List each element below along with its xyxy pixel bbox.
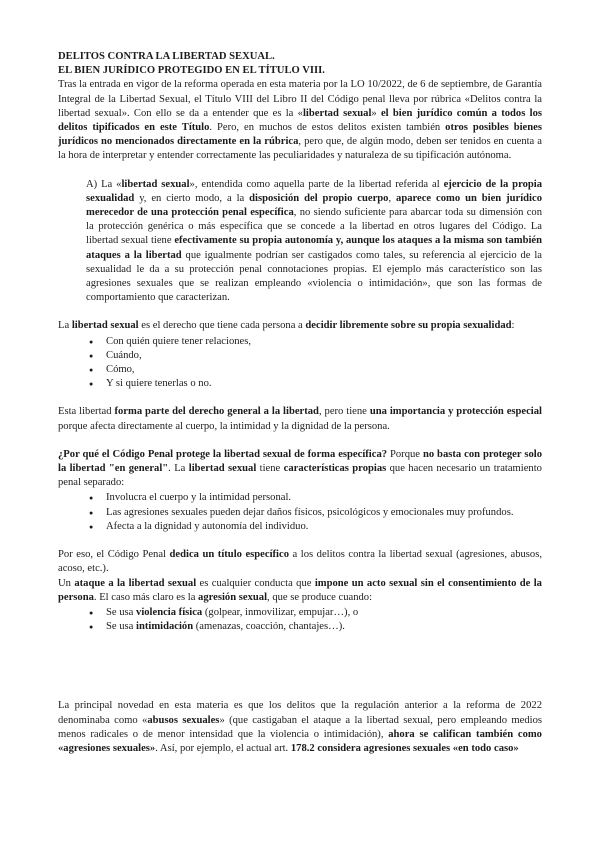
list-item: ● Cómo, bbox=[89, 363, 542, 377]
question-paragraph: ¿Por qué el Código Penal protege la libertad sexual de forma específica? Porque no basta con proteger solo la libertad "en general". La libertad sexual tiene características propias que hacen necesario un tratamiento penal separado: bbox=[58, 448, 542, 489]
list-item: ● Las agresiones sexuales pueden dejar daños físicos, psicológicos y emocionales muy profundos. bbox=[89, 506, 542, 520]
reasons-list bbox=[58, 491, 542, 534]
definition-paragraph: La libertad sexual es el derecho que tiene cada persona a decidir libremente sobre su propia sexualidad: bbox=[58, 320, 515, 332]
list-item: ● Involucra el cuerpo y la intimidad personal. bbox=[89, 491, 542, 505]
general-paragraph: Esta libertad forma parte del derecho general a la libertad, pero tiene una importancia y protección especial porque afecta directamente al cuerpo, la intimidad y la dignidad de la persona. bbox=[58, 406, 542, 432]
list-item: ● Cuándo, bbox=[89, 349, 542, 363]
list-item: ● Y si quiere tenerlas o no. bbox=[89, 377, 542, 391]
title-line-2: EL BIEN JURÍDICO PROTEGIDO EN EL TÍTULO VIII. bbox=[58, 65, 325, 77]
attack-list bbox=[58, 606, 542, 634]
section-a-paragraph: A) La «libertad sexual», entendida como aquella parte de la libertad referida al ejercicio de la propia sexualidad y, en cierto modo, a la disposición del propio cuerpo, aparece como un bien jurídico merecedor de una protección penal específica, no siendo suficiente para abarcar toda su dimensión con la protección genérica o más específica que se concede a la libertad en otros lugares del Código. La libertad sexual tiene efectivamente su propia autonomía y, aunque los ataques a la misma son también ataques a la libertad que igualmente podrían ser castigados como tales, su referencia al ejercicio de la sexualidad le da a su protección penal connotaciones propias. El ejemplo más característico son las agresiones sexuales que se realizan empleando «violencia o intimidación», que son las formas de comportamiento que caracterizan. bbox=[86, 178, 543, 304]
list-item: ● Afecta a la dignidad y autonomía del individuo. bbox=[89, 520, 542, 534]
title-reason-paragraph: Por eso, el Código Penal dedica un título específico a los delitos contra la libertad sexual (agresiones, abusos, acoso, etc.). bbox=[58, 549, 542, 575]
title-line-1: DELITOS CONTRA LA LIBERTAD SEXUAL. bbox=[58, 51, 275, 62]
document-title bbox=[58, 50, 542, 78]
attack-paragraph: Un ataque a la libertad sexual es cualquier conducta que impone un acto sexual sin el consentimiento de la persona. El caso más claro es la agresión sexual, que se produce cuando: bbox=[58, 577, 542, 603]
list-item: ● Se usa intimidación (amenazas, coacción, chantajes…). bbox=[89, 620, 542, 634]
novelty-paragraph: La principal novedad en esta materia es que los delitos que la regulación anterior a la reforma de 2022 denominaba como «abusos sexuales» (que castigaban el ataque a la libertad sexual, pero empleando medios menos radicales o de menor intensidad que la violencia o intimidación), ahora se califican también como «agresiones sexuales». Así, por ejemplo, el actual art. 178.2 considera agresiones sexuales «en todo caso» bbox=[58, 700, 542, 754]
list-item: ● Se usa violencia física (golpear, inmovilizar, empujar…), o bbox=[89, 606, 542, 620]
definition-list bbox=[58, 335, 542, 392]
list-item: ● Con quién quiere tener relaciones, bbox=[89, 335, 542, 349]
intro-paragraph: Tras la entrada en vigor de la reforma operada en esta materia por la LO 10/2022, de 6 de septiembre, de Garantía Integral de la Libertad Sexual, el Título VIII del Libro II del Código penal lleva por rúbrica «Delitos contra la libertad sexual». Con ello se da a entender que es la «libertad sexual» el bien jurídico común a todos los delitos tipificados en este Título. Pero, en muchos de estos delitos existen también otros posibles bienes jurídicos no mencionados directamente en la rúbrica, pero que, de algún modo, deben ser tenidos en cuenta a la hora de interpretar y entender correctamente las peculiaridades y naturaleza de su tipificación autónoma. bbox=[58, 79, 542, 162]
